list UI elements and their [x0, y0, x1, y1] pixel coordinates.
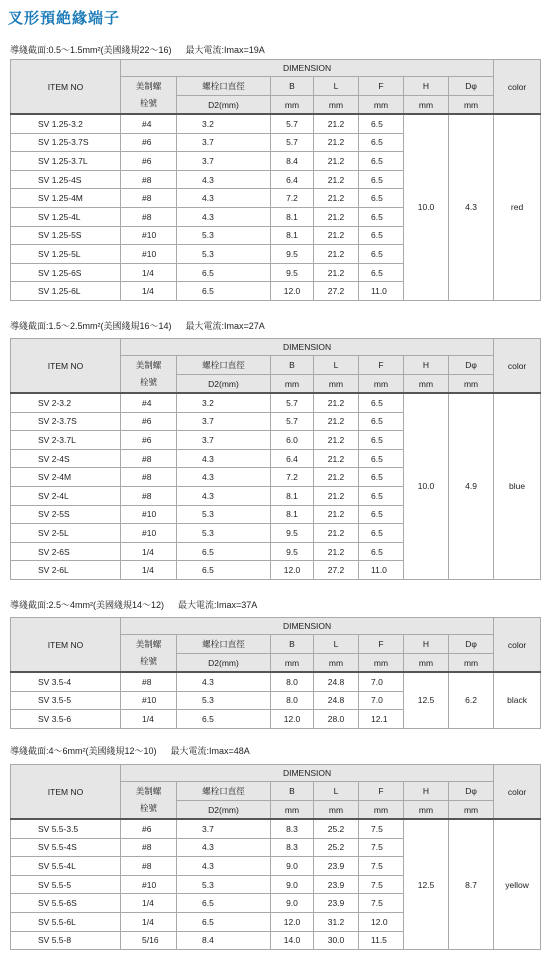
l-cell: 23.9: [314, 894, 359, 913]
d2-cell: 4.3: [177, 672, 271, 691]
d2-cell: 4.3: [177, 838, 271, 857]
d2-cell: 6.5: [177, 263, 271, 282]
b-header: B: [271, 356, 314, 375]
b-cell: 7.2: [271, 468, 314, 487]
l-unit: mm: [314, 801, 359, 820]
h-cell: 12.5: [404, 819, 449, 950]
l-cell: 21.2: [314, 226, 359, 245]
color-header: color: [494, 765, 541, 820]
b-header: B: [271, 77, 314, 96]
l-cell: 27.2: [314, 282, 359, 301]
d2-cell: 4.3: [177, 857, 271, 876]
l-cell: 28.0: [314, 710, 359, 729]
item-no-cell: SV 2-5S: [11, 505, 121, 524]
l-header: L: [314, 782, 359, 801]
f-unit: mm: [359, 96, 404, 115]
f-cell: 7.5: [359, 819, 404, 838]
d2-header: 螺栓口直徑: [177, 77, 271, 96]
d2-cell: 4.3: [177, 170, 271, 189]
b-cell: 8.1: [271, 226, 314, 245]
bolt-size-header-line2: 栓號: [139, 656, 157, 666]
f-unit: mm: [359, 801, 404, 820]
bolt-size-header-line2: 栓號: [139, 803, 157, 813]
dphi-unit: mm: [449, 801, 494, 820]
d2-cell: 3.2: [177, 114, 271, 133]
f-cell: 6.5: [359, 263, 404, 282]
l-cell: 21.2: [314, 133, 359, 152]
l-cell: 21.2: [314, 152, 359, 171]
d2-cell: 5.3: [177, 875, 271, 894]
bolt-size-cell: #4: [121, 114, 177, 133]
l-cell: 21.2: [314, 505, 359, 524]
bolt-size-header-line1: 美制螺: [135, 639, 162, 649]
d2-cell: 5.3: [177, 691, 271, 710]
l-header: L: [314, 77, 359, 96]
item-no-cell: SV 2-6L: [11, 561, 121, 580]
dphi-header: Dφ: [449, 356, 494, 375]
max-current-text: 最大電流:Imax=27A: [185, 321, 265, 331]
d2-unit: D2(mm): [177, 654, 271, 673]
spec-table: [10, 59, 541, 301]
b-cell: 9.0: [271, 875, 314, 894]
dphi-unit: mm: [449, 654, 494, 673]
dimension-header: DIMENSION: [121, 618, 494, 635]
bolt-size-cell: #10: [121, 505, 177, 524]
item-no-cell: SV 1.25-3.7S: [11, 133, 121, 152]
f-cell: 6.5: [359, 114, 404, 133]
d2-cell: 3.7: [177, 431, 271, 450]
bolt-size-cell: #8: [121, 672, 177, 691]
item-no-cell: SV 5.5-3.5: [11, 819, 121, 838]
color-header: color: [494, 618, 541, 673]
bolt-size-cell: #10: [121, 524, 177, 543]
h-cell: 10.0: [404, 393, 449, 579]
l-cell: 21.2: [314, 263, 359, 282]
d2-header: 螺栓口直徑: [177, 782, 271, 801]
l-cell: 21.2: [314, 431, 359, 450]
table-row: [11, 819, 541, 838]
section-caption: [10, 43, 265, 56]
d2-unit: D2(mm): [177, 375, 271, 394]
bolt-size-cell: #8: [121, 449, 177, 468]
h-unit: mm: [404, 96, 449, 115]
f-cell: 6.5: [359, 505, 404, 524]
item-no-header: ITEM NO: [11, 339, 121, 394]
l-cell: 21.2: [314, 524, 359, 543]
item-no-cell: SV 5.5-5: [11, 875, 121, 894]
d2-cell: 6.5: [177, 282, 271, 301]
item-no-cell: SV 2-4S: [11, 449, 121, 468]
bolt-size-header: [121, 356, 177, 394]
bolt-size-cell: #10: [121, 691, 177, 710]
item-no-cell: SV 2-3.2: [11, 393, 121, 412]
max-current-text: 最大電流:Imax=37A: [178, 600, 258, 610]
color-cell: black: [494, 672, 541, 728]
bolt-size-header: [121, 635, 177, 673]
table-row: [11, 393, 541, 412]
h-unit: mm: [404, 654, 449, 673]
b-cell: 9.5: [271, 542, 314, 561]
b-cell: 5.7: [271, 114, 314, 133]
f-header: F: [359, 635, 404, 654]
b-cell: 6.4: [271, 449, 314, 468]
table-row: [11, 672, 541, 691]
b-cell: 9.5: [271, 263, 314, 282]
d2-cell: 3.2: [177, 393, 271, 412]
b-cell: 5.7: [271, 133, 314, 152]
l-cell: 31.2: [314, 912, 359, 931]
f-header: F: [359, 77, 404, 96]
f-cell: 11.0: [359, 561, 404, 580]
wire-spec-text: 導綫截面:0.5～1.5mm²(美國綫規22～16): [10, 45, 172, 55]
f-cell: 6.5: [359, 431, 404, 450]
max-current-text: 最大電流:Imax=48A: [170, 746, 250, 756]
bolt-size-cell: 5/16: [121, 931, 177, 950]
h-header: H: [404, 77, 449, 96]
b-cell: 12.0: [271, 561, 314, 580]
dimension-header: DIMENSION: [121, 339, 494, 356]
l-cell: 24.8: [314, 672, 359, 691]
spec-table: [10, 338, 541, 580]
item-no-header: ITEM NO: [11, 60, 121, 115]
section-caption: [10, 744, 250, 757]
l-header: L: [314, 356, 359, 375]
bolt-size-cell: 1/4: [121, 282, 177, 301]
h-unit: mm: [404, 801, 449, 820]
item-no-cell: SV 1.25-3.2: [11, 114, 121, 133]
f-header: F: [359, 356, 404, 375]
bolt-size-cell: #6: [121, 819, 177, 838]
color-header: color: [494, 60, 541, 115]
bolt-size-header-line2: 栓號: [139, 98, 157, 108]
f-cell: 6.5: [359, 468, 404, 487]
l-cell: 21.2: [314, 170, 359, 189]
dphi-unit: mm: [449, 96, 494, 115]
f-cell: 6.5: [359, 393, 404, 412]
spec-table: [10, 617, 541, 729]
bolt-size-cell: #6: [121, 412, 177, 431]
b-cell: 8.1: [271, 207, 314, 226]
item-no-cell: SV 2-3.7L: [11, 431, 121, 450]
b-cell: 8.0: [271, 691, 314, 710]
item-no-cell: SV 5.5-4L: [11, 857, 121, 876]
b-cell: 8.3: [271, 838, 314, 857]
l-cell: 27.2: [314, 561, 359, 580]
l-cell: 21.2: [314, 412, 359, 431]
bolt-size-cell: 1/4: [121, 561, 177, 580]
item-no-cell: SV 5.5-6S: [11, 894, 121, 913]
dimension-header: DIMENSION: [121, 60, 494, 77]
bolt-size-cell: #8: [121, 857, 177, 876]
bolt-size-header-line2: 栓號: [139, 377, 157, 387]
d2-cell: 4.3: [177, 449, 271, 468]
l-unit: mm: [314, 654, 359, 673]
f-cell: 6.5: [359, 152, 404, 171]
item-no-cell: SV 1.25-5S: [11, 226, 121, 245]
d2-cell: 3.7: [177, 152, 271, 171]
item-no-cell: SV 1.25-4S: [11, 170, 121, 189]
b-header: B: [271, 635, 314, 654]
h-cell: 12.5: [404, 672, 449, 728]
bolt-size-cell: #6: [121, 152, 177, 171]
spec-table: [10, 764, 541, 950]
item-no-cell: SV 3.5-4: [11, 672, 121, 691]
d2-cell: 3.7: [177, 133, 271, 152]
section-caption: [10, 598, 257, 611]
max-current-text: 最大電流:Imax=19A: [185, 45, 265, 55]
b-cell: 7.2: [271, 189, 314, 208]
dphi-unit: mm: [449, 375, 494, 394]
b-cell: 6.4: [271, 170, 314, 189]
item-no-cell: SV 3.5-5: [11, 691, 121, 710]
color-cell: blue: [494, 393, 541, 579]
table-row: [11, 114, 541, 133]
b-cell: 5.7: [271, 412, 314, 431]
bolt-size-cell: 1/4: [121, 912, 177, 931]
b-cell: 12.0: [271, 912, 314, 931]
d2-unit: D2(mm): [177, 801, 271, 820]
f-cell: 7.5: [359, 857, 404, 876]
l-cell: 30.0: [314, 931, 359, 950]
f-cell: 6.5: [359, 170, 404, 189]
bolt-size-header: [121, 77, 177, 115]
item-no-header: ITEM NO: [11, 765, 121, 820]
dphi-header: Dφ: [449, 635, 494, 654]
b-cell: 5.7: [271, 393, 314, 412]
f-unit: mm: [359, 654, 404, 673]
l-cell: 21.2: [314, 207, 359, 226]
h-header: H: [404, 782, 449, 801]
bolt-size-header-line1: 美制螺: [135, 81, 162, 91]
l-cell: 21.2: [314, 486, 359, 505]
d2-cell: 4.3: [177, 207, 271, 226]
f-cell: 6.5: [359, 486, 404, 505]
bolt-size-cell: #8: [121, 468, 177, 487]
f-cell: 6.5: [359, 207, 404, 226]
d2-cell: 3.7: [177, 412, 271, 431]
l-cell: 23.9: [314, 875, 359, 894]
b-cell: 8.3: [271, 819, 314, 838]
bolt-size-header-line1: 美制螺: [135, 786, 162, 796]
b-unit: mm: [271, 375, 314, 394]
l-cell: 23.9: [314, 857, 359, 876]
item-no-cell: SV 2-3.7S: [11, 412, 121, 431]
f-unit: mm: [359, 375, 404, 394]
d2-cell: 5.3: [177, 245, 271, 264]
bolt-size-cell: 1/4: [121, 710, 177, 729]
l-cell: 21.2: [314, 542, 359, 561]
bolt-size-cell: #8: [121, 207, 177, 226]
b-unit: mm: [271, 801, 314, 820]
d2-cell: 4.3: [177, 486, 271, 505]
dimension-header: DIMENSION: [121, 765, 494, 782]
d2-cell: 4.3: [177, 468, 271, 487]
item-no-cell: SV 1.25-4M: [11, 189, 121, 208]
item-no-cell: SV 2-6S: [11, 542, 121, 561]
d2-cell: 8.4: [177, 931, 271, 950]
h-unit: mm: [404, 375, 449, 394]
bolt-size-cell: #8: [121, 170, 177, 189]
l-unit: mm: [314, 96, 359, 115]
l-cell: 24.8: [314, 691, 359, 710]
b-cell: 9.0: [271, 857, 314, 876]
b-cell: 9.0: [271, 894, 314, 913]
dphi-cell: 4.9: [449, 393, 494, 579]
f-cell: 6.5: [359, 524, 404, 543]
h-header: H: [404, 635, 449, 654]
d2-cell: 5.3: [177, 524, 271, 543]
bolt-size-header-line1: 美制螺: [135, 360, 162, 370]
l-cell: 21.2: [314, 114, 359, 133]
item-no-cell: SV 2-4M: [11, 468, 121, 487]
d2-cell: 5.3: [177, 226, 271, 245]
l-cell: 21.2: [314, 393, 359, 412]
dphi-header: Dφ: [449, 782, 494, 801]
d2-header: 螺栓口直徑: [177, 356, 271, 375]
item-no-cell: SV 2-4L: [11, 486, 121, 505]
d2-header: 螺栓口直徑: [177, 635, 271, 654]
h-header: H: [404, 356, 449, 375]
b-cell: 14.0: [271, 931, 314, 950]
b-cell: 6.0: [271, 431, 314, 450]
h-cell: 10.0: [404, 114, 449, 300]
b-cell: 8.0: [271, 672, 314, 691]
item-no-cell: SV 1.25-4L: [11, 207, 121, 226]
item-no-cell: SV 3.5-6: [11, 710, 121, 729]
dphi-cell: 8.7: [449, 819, 494, 950]
f-cell: 6.5: [359, 412, 404, 431]
bolt-size-cell: #10: [121, 875, 177, 894]
d2-cell: 3.7: [177, 819, 271, 838]
d2-cell: 5.3: [177, 505, 271, 524]
f-cell: 7.0: [359, 672, 404, 691]
f-cell: 11.0: [359, 282, 404, 301]
dphi-header: Dφ: [449, 77, 494, 96]
l-cell: 25.2: [314, 819, 359, 838]
color-cell: red: [494, 114, 541, 300]
item-no-cell: SV 1.25-3.7L: [11, 152, 121, 171]
l-cell: 25.2: [314, 838, 359, 857]
bolt-size-cell: #10: [121, 245, 177, 264]
page-title: 叉形預絶緣端子: [8, 10, 121, 27]
wire-spec-text: 導綫截面:4～6mm²(美國綫規12～10): [10, 746, 157, 756]
f-cell: 12.1: [359, 710, 404, 729]
bolt-size-cell: #10: [121, 226, 177, 245]
color-header: color: [494, 339, 541, 394]
l-cell: 21.2: [314, 189, 359, 208]
f-cell: 6.5: [359, 133, 404, 152]
b-cell: 8.1: [271, 505, 314, 524]
bolt-size-cell: #6: [121, 133, 177, 152]
b-cell: 12.0: [271, 282, 314, 301]
bolt-size-cell: #4: [121, 393, 177, 412]
b-cell: 8.4: [271, 152, 314, 171]
item-no-cell: SV 1.25-5L: [11, 245, 121, 264]
b-cell: 9.5: [271, 524, 314, 543]
d2-cell: 6.5: [177, 894, 271, 913]
f-cell: 12.0: [359, 912, 404, 931]
wire-spec-text: 導綫截面:1.5～2.5mm²(美國綫規16～14): [10, 321, 172, 331]
d2-cell: 6.5: [177, 561, 271, 580]
b-unit: mm: [271, 654, 314, 673]
f-header: F: [359, 782, 404, 801]
l-cell: 21.2: [314, 245, 359, 264]
item-no-cell: SV 5.5-4S: [11, 838, 121, 857]
b-cell: 9.5: [271, 245, 314, 264]
bolt-size-cell: 1/4: [121, 542, 177, 561]
dphi-cell: 4.3: [449, 114, 494, 300]
dphi-cell: 6.2: [449, 672, 494, 728]
b-unit: mm: [271, 96, 314, 115]
d2-cell: 6.5: [177, 912, 271, 931]
item-no-cell: SV 5.5-8: [11, 931, 121, 950]
f-cell: 7.0: [359, 691, 404, 710]
l-header: L: [314, 635, 359, 654]
item-no-cell: SV 2-5L: [11, 524, 121, 543]
color-cell: yellow: [494, 819, 541, 950]
l-cell: 21.2: [314, 468, 359, 487]
bolt-size-cell: #8: [121, 838, 177, 857]
item-no-cell: SV 1.25-6S: [11, 263, 121, 282]
b-cell: 12.0: [271, 710, 314, 729]
f-cell: 6.5: [359, 245, 404, 264]
f-cell: 7.5: [359, 875, 404, 894]
d2-cell: 6.5: [177, 542, 271, 561]
f-cell: 6.5: [359, 226, 404, 245]
item-no-cell: SV 5.5-6L: [11, 912, 121, 931]
f-cell: 6.5: [359, 542, 404, 561]
bolt-size-cell: 1/4: [121, 894, 177, 913]
f-cell: 6.5: [359, 449, 404, 468]
b-cell: 8.1: [271, 486, 314, 505]
b-header: B: [271, 782, 314, 801]
bolt-size-cell: 1/4: [121, 263, 177, 282]
f-cell: 6.5: [359, 189, 404, 208]
bolt-size-cell: #8: [121, 189, 177, 208]
item-no-header: ITEM NO: [11, 618, 121, 673]
item-no-cell: SV 1.25-6L: [11, 282, 121, 301]
f-cell: 7.5: [359, 894, 404, 913]
d2-unit: D2(mm): [177, 96, 271, 115]
f-cell: 7.5: [359, 838, 404, 857]
l-cell: 21.2: [314, 449, 359, 468]
bolt-size-cell: #6: [121, 431, 177, 450]
d2-cell: 6.5: [177, 710, 271, 729]
l-unit: mm: [314, 375, 359, 394]
bolt-size-header: [121, 782, 177, 820]
section-caption: [10, 319, 265, 332]
bolt-size-cell: #8: [121, 486, 177, 505]
f-cell: 11.5: [359, 931, 404, 950]
wire-spec-text: 導綫截面:2.5～4mm²(美國綫規14～12): [10, 600, 165, 610]
d2-cell: 4.3: [177, 189, 271, 208]
